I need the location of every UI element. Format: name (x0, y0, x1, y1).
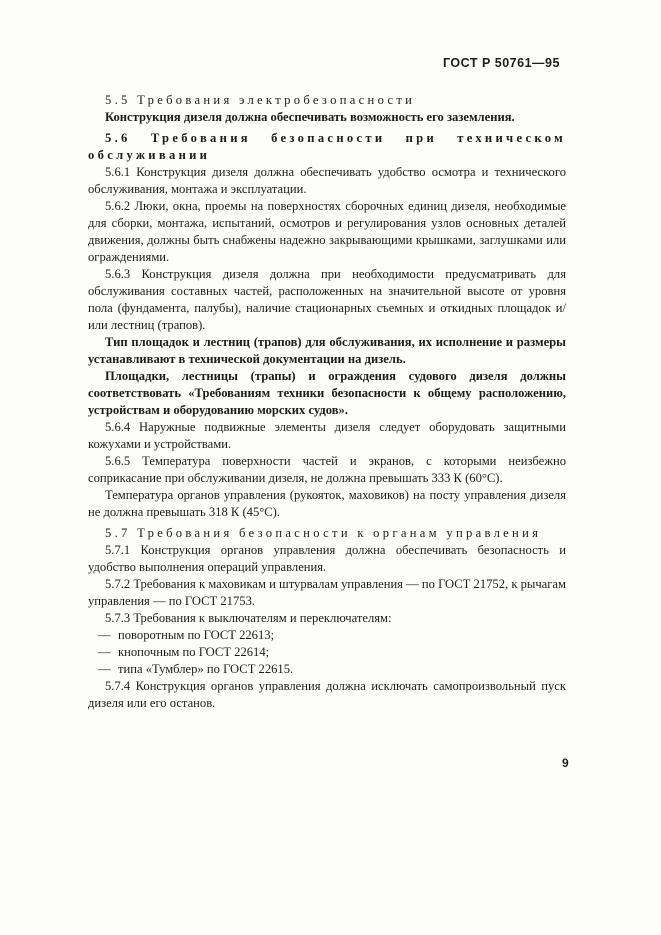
section-5-7-title: 5.7 Требования безопасности к органам управления (105, 526, 542, 540)
clause-5-6-5-controls: Температура органов управления (рукояток, маховиков) на посту управления дизеля не должна превышать 318 К (45°С). (88, 488, 566, 519)
clause-5-7-1: 5.7.1 Конструкция органов управления должна обеспечивать безопасность и удобство выполнения операций управления. (88, 543, 566, 574)
section-5-5-title: 5.5 Требования электробезопасности (105, 93, 416, 107)
clause-5-7-3: 5.7.3 Требования к выключателям и переключателям: (105, 611, 392, 625)
standard-header: ГОСТ Р 50761—95 (443, 56, 560, 70)
section-5-6-title: 5.6 Требования безопасности при техническом обслуживании (88, 131, 566, 162)
section-5-5-text: Конструкция дизеля должна обеспечивать возможность его заземления. (105, 110, 515, 124)
clause-5-6-4: 5.6.4 Наружные подвижные элементы дизеля следует оборудовать защитными кожухами и устройствами. (88, 420, 566, 451)
list-item: — типа «Тумблер» по ГОСТ 22615. (98, 662, 294, 676)
switch-standards-list (88, 627, 566, 678)
clause-5-7-4: 5.7.4 Конструкция органов управления должна исключать самопроизвольный пуск дизеля или его останов. (88, 679, 566, 710)
clause-5-7-2: 5.7.2 Требования к маховикам и штурвалам управления — по ГОСТ 21752, к рычагам управления — по ГОСТ 21753. (88, 577, 566, 608)
clause-5-6-5: 5.6.5 Температура поверхности частей и экранов, с которыми неизбежно соприкасание при обслуживании дизеля, не должна превышать 333 К (60°С). (88, 454, 566, 485)
clause-5-6-1: 5.6.1 Конструкция дизеля должна обеспечивать удобство осмотра и технического обслуживания, монтажа и эксплуатации. (88, 165, 566, 196)
page-content (88, 92, 566, 712)
list-item: — кнопочным по ГОСТ 22614; (98, 645, 270, 659)
list-item: — поворотным по ГОСТ 22613; (98, 628, 275, 642)
clause-5-6-2: 5.6.2 Люки, окна, проемы на поверхностях сборочных единиц дизеля, необходимые для сборки, монтажа, испытаний, осмотров и регулирования узлов основных деталей движения, должны быть снабжены надежно закрывающими крышками, заглушками или ограждениями. (88, 199, 566, 264)
clause-5-6-3-marine: Площадки, лестницы (трапы) и ограждения судового дизеля должны соответствовать «Требованиям техники безопасности к общему расположению, устройствам и оборудованию морских судов». (88, 369, 566, 417)
clause-5-6-3: 5.6.3 Конструкция дизеля должна при необходимости предусматривать для обслуживания составных частей, расположенных на значительной высоте от уровня пола (фундамента, палубы), наличие стационарных съемных и откидных площадок и/или лестниц (трапов). (88, 267, 566, 332)
clause-5-6-3-ladders: Тип площадок и лестниц (трапов) для обслуживания, их исполнение и размеры устанавливают в технической документации на дизель. (88, 335, 566, 366)
page-number: 9 (562, 756, 569, 770)
